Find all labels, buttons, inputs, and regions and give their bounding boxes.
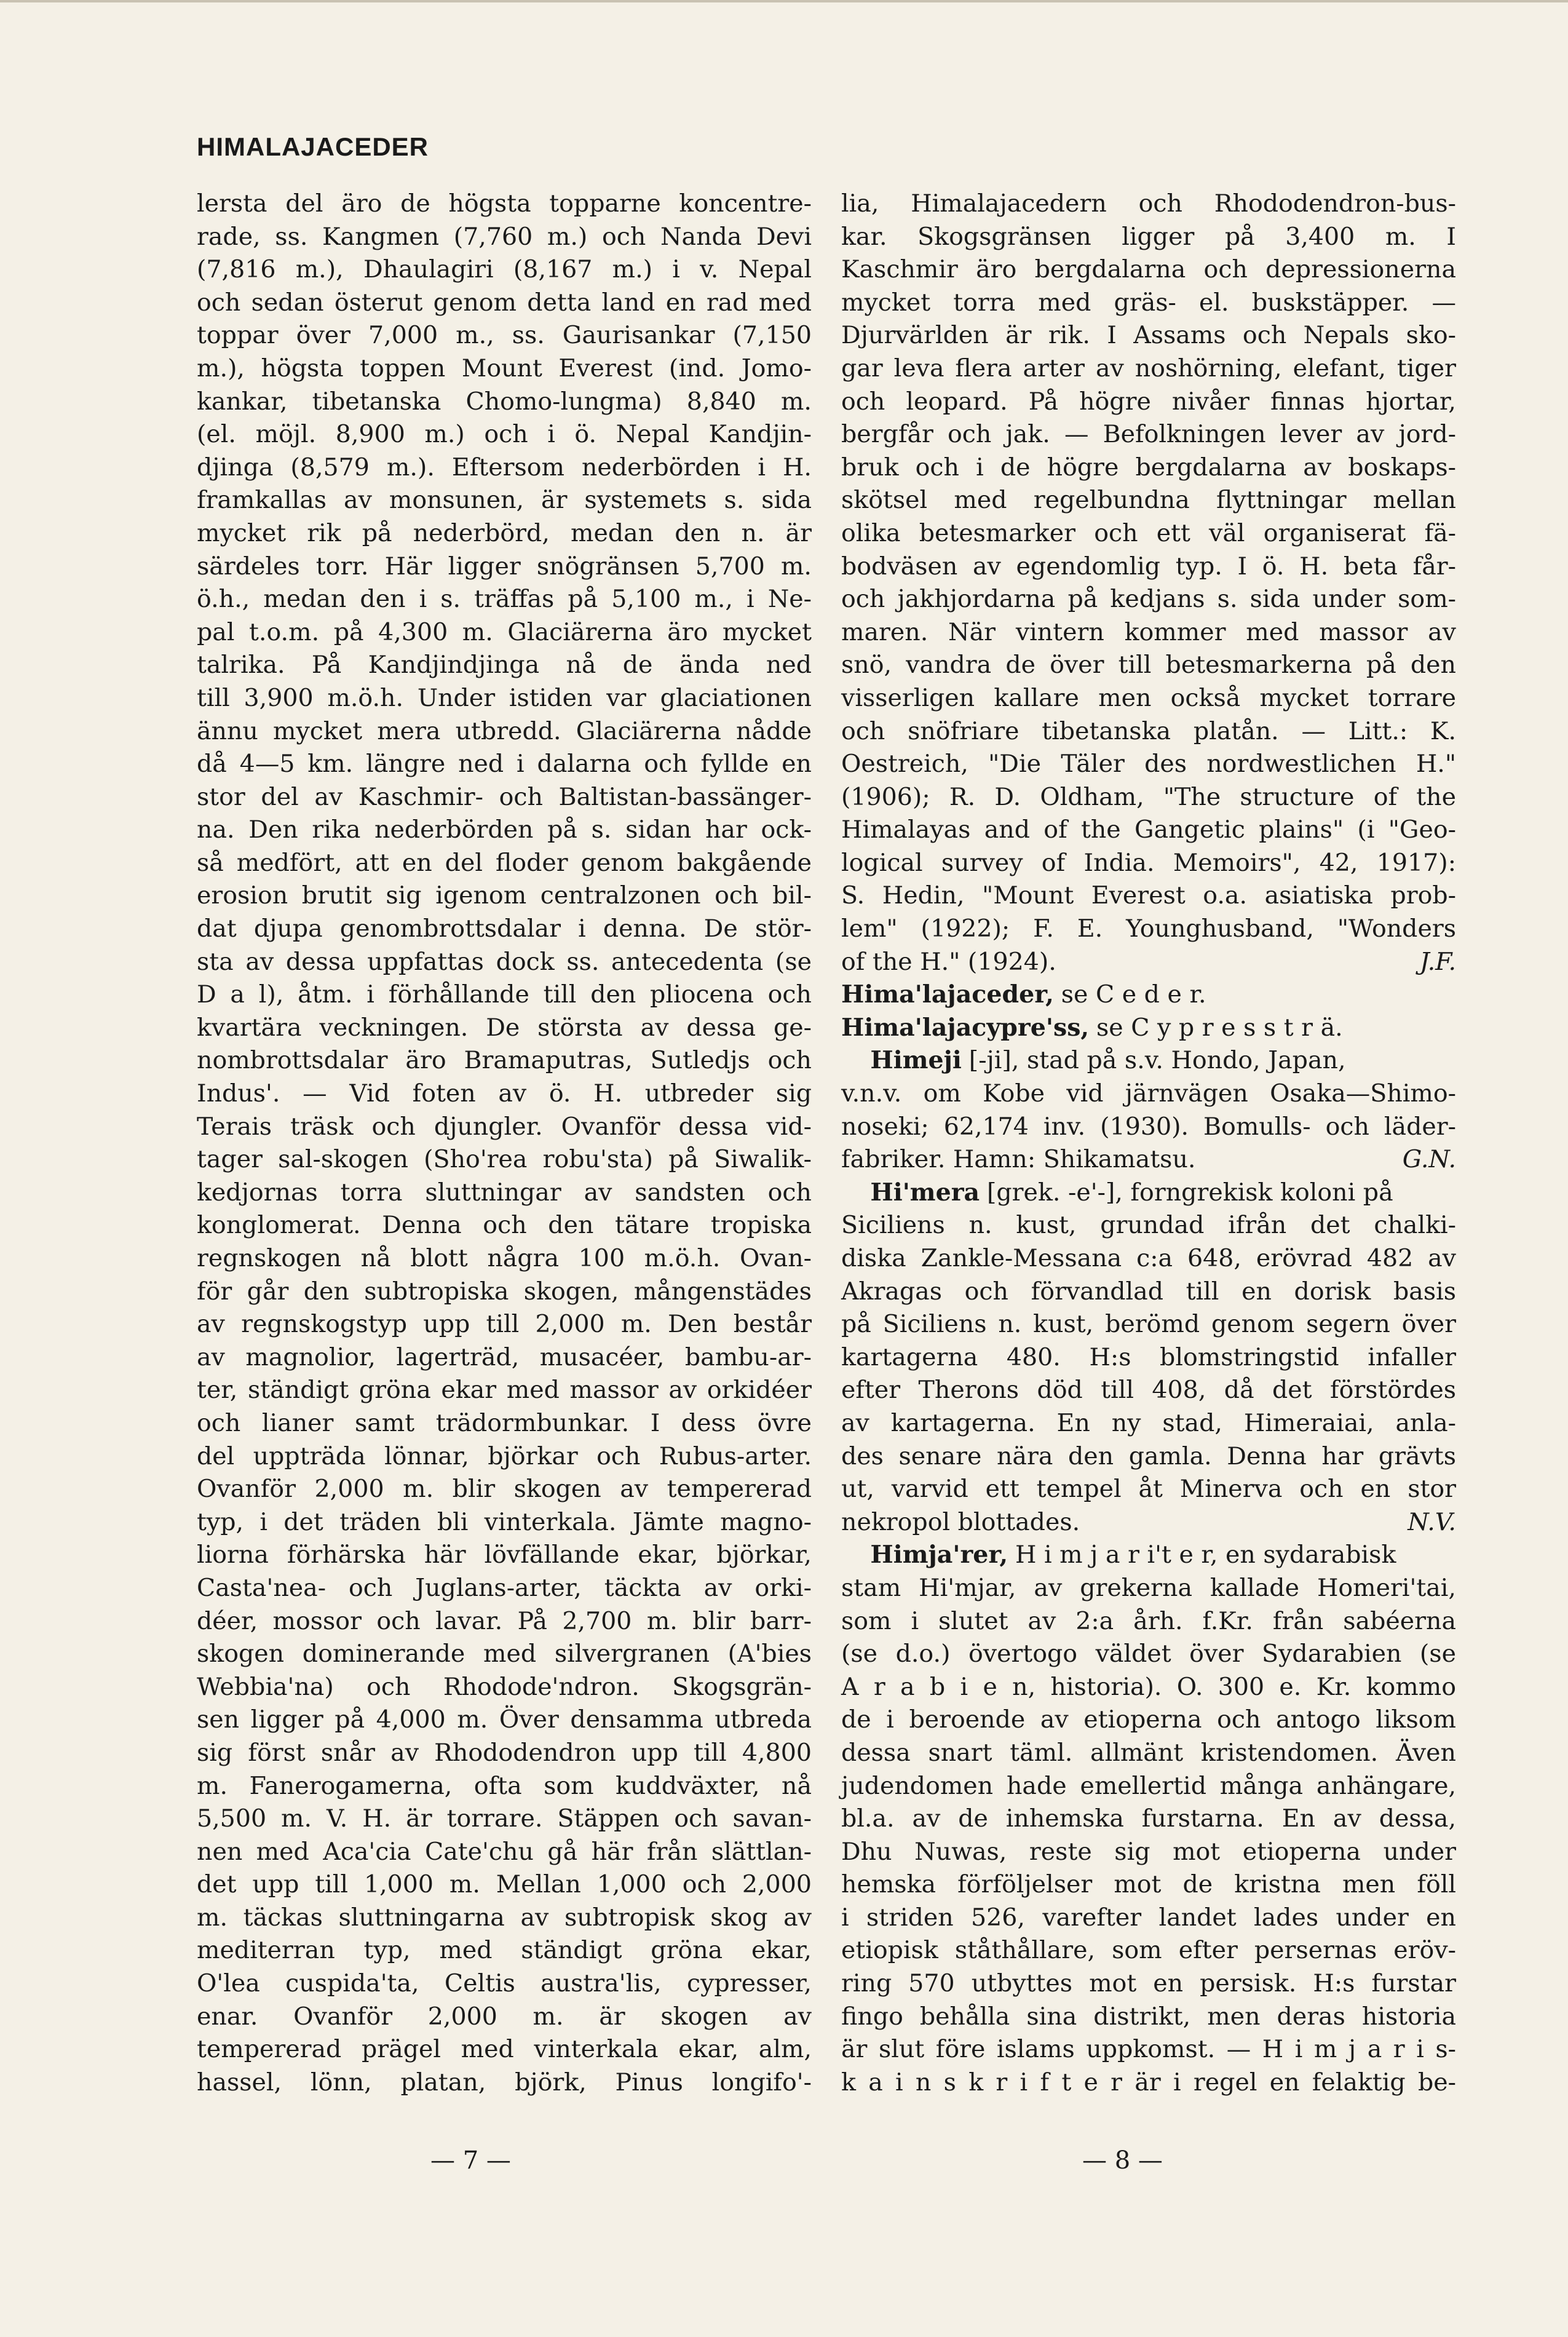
line-text: noseki; 62,174 inv. (1930). Bomulls- och läder- [841,1112,1456,1141]
line-text: kedjornas torra sluttningar av sandsten och [197,1178,812,1207]
text-line [841,847,1456,880]
line-text: etiopisk ståthållare, som efter persernas eröv- [841,1936,1456,1965]
entry-term: Hima'lajaceder, [841,980,1054,1009]
text-line [197,1967,812,2001]
line-text: erosion brutit sig igenom centralzonen och bil- [197,881,812,910]
text-line [841,1143,1456,1176]
line-text: m.), högsta toppen Mount Everest (ind. Jomo- [197,354,812,383]
text-line [197,1506,812,1539]
text-line [197,352,812,386]
line-text: fingo behålla sina distrikt, men deras historia [841,2002,1456,2031]
entry-headword-line [841,1044,1456,1077]
text-line [841,1077,1456,1111]
line-text: det upp till 1,000 m. Mellan 1,000 och 2,000 [197,1870,812,1899]
line-text: sta av dessa uppfattas dock ss. antecedenta (se [197,947,812,976]
line-text: kankar, tibetanska Chomo-lungma) 8,840 m. [197,387,812,416]
text-line [841,1638,1456,1671]
line-text: är slut före islams uppkomst. — H i m j a r i s- [841,2035,1456,2064]
line-text: k a i n s k r i f t e r är i regel en felaktig be- [841,2068,1456,2097]
text-line [841,1506,1456,1539]
line-text: sen ligger på 4,000 m. Över densamma utbreda [197,1705,812,1734]
line-text: del uppträda lönnar, björkar och Rubus-arter. [197,1442,812,1470]
text-line [197,1276,812,1309]
text-line [197,1044,812,1077]
line-text: regnskogen nå blott några 100 m.ö.h. Ovan- [197,1244,812,1272]
text-line [197,715,812,748]
line-text: Dhu Nuwas, reste sig mot etioperna under [841,1837,1456,1866]
line-text: tempererad prägel med vinterkala ekar, alm, [197,2035,812,2064]
line-text: de i beroende av etioperna och antogo liksom [841,1705,1456,1734]
text-line [841,1803,1456,1836]
line-text: hassel, lönn, platan, björk, Pinus longifo'- [197,2068,812,2097]
text-line [197,1012,812,1045]
line-text: framkallas av monsunen, är systemets s. sida [197,486,812,515]
text-line [197,1473,812,1506]
line-text: Indus'. — Vid foten av ö. H. utbreder sig [197,1079,812,1108]
line-text: talrika. På Kandjindjinga nå de ända ned [197,651,812,680]
line-text: m. Fanerogamerna, ofta som kuddväxter, nå [197,1771,812,1800]
text-line [197,484,812,517]
right-column [841,188,1456,2099]
cross-reference: se C y p r e s s t r ä. [1096,1013,1343,1042]
line-text: (se d.o.) övertogo väldet över Sydarabien (se [841,1640,1456,1668]
line-text: av kartagerna. En ny stad, Himeraiai, anla- [841,1408,1456,1437]
text-line [841,188,1456,221]
text-line [197,1868,812,1902]
text-line [841,1934,1456,1967]
line-text: bergfår och jak. — Befolkningen lever av jord- [841,420,1456,449]
text-line [197,1902,812,1935]
text-line [197,1077,812,1111]
line-text: kvartära veckningen. De största av dessa ge- [197,1013,812,1042]
text-line [197,517,812,550]
text-line [841,386,1456,419]
line-text: Djurvärlden är rik. I Assams och Nepals sko- [841,321,1456,350]
line-text: des senare nära den gamla. Denna har grävts [841,1442,1456,1470]
line-text: rade, ss. Kangmen (7,760 m.) och Nanda Devi [197,222,812,251]
text-line [197,978,812,1012]
text-line [841,352,1456,386]
text-line [197,1242,812,1276]
text-line [197,1308,812,1341]
entry-headword-line [841,1176,1456,1210]
text-line [841,1572,1456,1605]
text-line [197,1341,812,1375]
line-text: så medfört, att en del floder genom bakgående [197,848,812,877]
text-line [841,946,1456,979]
line-text: dat djupa genombrottsdalar i denna. De stör- [197,915,812,943]
text-line [841,616,1456,649]
text-line [197,1539,812,1572]
entry-term: Hi'mera [870,1178,980,1207]
text-line [841,1374,1456,1407]
line-text: Oestreich, "Die Täler des nordwestlichen H." [841,750,1456,779]
line-text: ring 570 utbyttes mot en persisk. H:s furstar [841,1969,1456,1998]
text-line [197,221,812,254]
text-line [841,319,1456,352]
text-line [841,649,1456,682]
line-text: särdeles torr. Här ligger snögränsen 5,700 m. [197,552,812,581]
line-text: Siciliens n. kust, grundad ifrån det chalki- [841,1211,1456,1240]
text-line [841,1605,1456,1638]
text-line [197,1440,812,1474]
text-line [197,1803,812,1836]
author-signature: G.N. [1402,1145,1456,1174]
text-line [841,451,1456,485]
text-line [197,1176,812,1210]
text-line [197,1111,812,1144]
text-line [197,1934,812,1967]
line-text: Ovanför 2,000 m. blir skogen av tempererad [197,1475,812,1504]
line-text: lem" (1922); F. E. Younghusband, "Wonders [841,915,1456,943]
text-line [841,913,1456,946]
text-line [841,1671,1456,1704]
text-line [841,1704,1456,1737]
text-line [841,814,1456,847]
line-text: H i m j a r i't e r, en sydarabisk [1015,1541,1396,1569]
text-line [197,1737,812,1770]
text-line [841,1242,1456,1276]
entry-headword-line [841,1539,1456,1572]
line-text: v.n.v. om Kobe vid järnvägen Osaka—Shimo- [841,1079,1456,1108]
line-text: som i slutet av 2:a årh. f.Kr. från sabéerna [841,1606,1456,1635]
line-text: och leopard. På högre nivåer finnas hjortar, [841,387,1456,416]
page-number-left: — 7 — [430,2146,511,2175]
line-text: av magnolior, lagerträd, musacéer, bambu-ar- [197,1343,812,1371]
line-text: för går den subtropiska skogen, mångenstädes [197,1277,812,1306]
line-text: bruk och i de högre bergdalarna av boskaps- [841,453,1456,482]
text-line [841,418,1456,451]
left-column [197,188,812,2099]
line-text: [grek. -e'-], forngrekisk koloni på [986,1178,1393,1207]
line-text: Casta'nea- och Juglans-arter, täckta av orki- [197,1573,812,1602]
line-text: och jakhjordarna på kedjans s. sida under som- [841,585,1456,614]
text-line [197,781,812,814]
line-text: nen med Aca'cia Cate'chu gå här från slättlan- [197,1837,812,1866]
line-text: O'lea cuspida'ta, Celtis austra'lis, cypresser, [197,1969,812,1998]
entry-term: Hima'lajacypre'ss, [841,1013,1090,1042]
text-line [841,1902,1456,1935]
line-text: ter, ständigt gröna ekar med massor av orkidéer [197,1376,812,1405]
line-text: of the H." (1924). [841,947,1056,976]
line-text: och lianer samt trädormbunkar. I dess övre [197,1408,812,1437]
text-line [197,2033,812,2066]
text-line [841,682,1456,715]
text-line [841,879,1456,913]
text-line [841,1407,1456,1440]
line-text: diska Zankle-Messana c:a 648, erövrad 482 av [841,1244,1456,1272]
text-line [197,1638,812,1671]
line-text: efter Therons död till 408, då det förstördes [841,1376,1456,1405]
line-text: typ, i det träden bli vinterkala. Jämte magno- [197,1507,812,1536]
text-line [841,287,1456,320]
line-text: mycket torra med gräs- el. buskstäpper. — [841,288,1456,317]
cross-reference: se C e d e r. [1061,980,1206,1009]
text-line [841,1836,1456,1869]
line-text: 5,500 m. V. H. är torrare. Stäppen och savan- [197,1804,812,1833]
line-text: ö.h., medan den i s. träffas på 5,100 m., i Ne- [197,585,812,614]
line-text: Webbia'na) och Rhodode'ndron. Skogsgrän- [197,1672,812,1701]
text-line [197,879,812,913]
line-text: olika betesmarker och ett väl organiserat fä- [841,518,1456,547]
text-line [197,1836,812,1869]
line-text: Terais träsk och djungler. Ovanför dessa vid- [197,1112,812,1141]
text-line [197,386,812,419]
line-text: m. täckas sluttningarna av subtropisk skog av [197,1903,812,1932]
line-text: [-ji], stad på s.v. Hondo, Japan, [968,1046,1346,1075]
text-line [197,748,812,781]
text-line [197,2066,812,2100]
page-number-right: — 8 — [1082,2146,1163,2175]
entry-term: Himja'rer, [870,1541,1008,1569]
line-text: na. Den rika nederbörden på s. sidan har ock- [197,815,812,844]
line-text: (el. möjl. 8,900 m.) och i ö. Nepal Kandjin- [197,420,812,449]
author-signature: N.V. [1408,1507,1456,1536]
text-line [197,418,812,451]
line-text: A r a b i e n, historia). O. 300 e. Kr. kommo [841,1672,1456,1701]
text-line [197,682,812,715]
text-line [197,1407,812,1440]
line-text: hemska förföljelser mot de kristna men föll [841,1870,1456,1899]
line-text: nekropol blottades. [841,1507,1080,1536]
line-text: sig först snår av Rhododendron upp till 4,800 [197,1738,812,1767]
line-text: och snöfriare tibetanska platån. — Litt.: K. [841,716,1456,745]
entry-term: Himeji [870,1046,962,1075]
line-text: kar. Skogsgränsen ligger på 3,400 m. I [841,222,1456,251]
line-text: djinga (8,579 m.). Eftersom nederbörden i H. [197,453,812,482]
line-text: i striden 526, varefter landet lades under en [841,1903,1456,1932]
line-text: pal t.o.m. på 4,300 m. Glaciärerna äro mycket [197,617,812,646]
text-line [841,1209,1456,1242]
text-line [841,1770,1456,1803]
line-text: Akragas och förvandlad till en dorisk basis [841,1277,1456,1306]
line-text: dessa snart täml. allmänt kristendomen. Även [841,1738,1456,1767]
text-line [841,1308,1456,1341]
text-line [197,1704,812,1737]
text-line [197,1671,812,1704]
text-line [841,715,1456,748]
line-text: Kaschmir äro bergdalarna och depressionerna [841,255,1456,284]
text-line [197,649,812,682]
line-text: ut, varvid ett tempel åt Minerva och en stor [841,1475,1456,1504]
line-text: liorna förhärska här lövfällande ekar, björkar, [197,1541,812,1569]
text-line [841,517,1456,550]
text-line [841,2066,1456,2100]
text-line [841,484,1456,517]
line-text: Himalayas and of the Gangetic plains" (i "Geo- [841,815,1456,844]
line-text: skötsel med regelbundna flyttningar mellan [841,486,1456,515]
line-text: kartagerna 480. H:s blomstringstid infaller [841,1343,1456,1371]
line-text: (7,816 m.), Dhaulagiri (8,167 m.) i v. Nepal [197,255,812,284]
line-text: bodväsen av egendomlig typ. I ö. H. beta får- [841,552,1456,581]
line-text: konglomerat. Denna och den tätare tropiska [197,1211,812,1240]
line-text: mycket rik på nederbörd, medan den n. är [197,518,812,547]
entry-headword-line [841,978,1456,1012]
line-text: på Siciliens n. kust, berömd genom segern över [841,1310,1456,1339]
text-line [197,1374,812,1407]
line-text: av regnskogstyp upp till 2,000 m. Den består [197,1310,812,1339]
author-signature: J.F. [1419,947,1456,976]
text-line [197,253,812,287]
text-line [197,1770,812,1803]
text-line [841,1737,1456,1770]
line-text: toppar över 7,000 m., ss. Gaurisankar (7,150 [197,321,812,350]
line-text: och sedan österut genom detta land en rad med [197,288,812,317]
line-text: gar leva flera arter av noshörning, elefant, tiger [841,354,1456,383]
text-line [841,781,1456,814]
text-line [841,2001,1456,2034]
text-line [197,2001,812,2034]
line-text: visserligen kallare men också mycket torrare [841,683,1456,712]
text-line [197,946,812,979]
text-line [197,188,812,221]
line-text: stor del av Kaschmir- och Baltistan-bassänger- [197,782,812,811]
text-line [197,616,812,649]
text-line [841,253,1456,287]
text-line [197,451,812,485]
line-text: judendomen hade emellertid många anhängare, [841,1771,1456,1800]
line-text: då 4—5 km. längre ned i dalarna och fyllde en [197,750,812,779]
text-line [197,1605,812,1638]
line-text: S. Hedin, "Mount Everest o.a. asiatiska prob- [841,881,1456,910]
text-line [841,1276,1456,1309]
line-text: till 3,900 m.ö.h. Under istiden var glaciationen [197,683,812,712]
text-line [841,1473,1456,1506]
line-text: ännu mycket mera utbredd. Glaciärerna nådde [197,716,812,745]
text-line [197,583,812,616]
text-line [841,221,1456,254]
text-line [197,550,812,584]
line-text: nombrottsdalar äro Bramaputras, Sutledjs och [197,1046,812,1075]
text-line [197,913,812,946]
line-text: D a l), åtm. i förhållande till den pliocena och [197,980,812,1009]
text-line [197,814,812,847]
line-text: bl.a. av de inhemska furstarna. En av dessa, [841,1804,1456,1833]
line-text: (1906); R. D. Oldham, "The structure of the [841,782,1456,811]
line-text: skogen dominerande med silvergranen (A'bies [197,1640,812,1668]
text-line [841,583,1456,616]
text-line [197,319,812,352]
line-text: tager sal-skogen (Sho'rea robu'sta) på Siwalik- [197,1145,812,1174]
text-line [841,1868,1456,1902]
text-line [841,1967,1456,2001]
text-line [197,847,812,880]
line-text: logical survey of India. Memoirs", 42, 1917): [841,848,1456,877]
text-line [197,287,812,320]
text-line [841,1440,1456,1474]
line-text: lia, Himalajacedern och Rhododendron-bus- [841,189,1456,218]
text-line [841,1341,1456,1375]
line-text: lersta del äro de högsta topparne koncentre- [197,189,812,218]
line-text: stam Hi'mjar, av grekerna kallade Homeri'tai, [841,1573,1456,1602]
text-line [197,1209,812,1242]
line-text: déer, mossor och lavar. På 2,700 m. blir barr- [197,1606,812,1635]
line-text: snö, vandra de över till betesmarkerna på den [841,651,1456,680]
line-text: enar. Ovanför 2,000 m. är skogen av [197,2002,812,2031]
text-line [841,748,1456,781]
text-line [841,2033,1456,2066]
line-text: maren. När vintern kommer med massor av [841,617,1456,646]
text-line [197,1572,812,1605]
text-line [197,1143,812,1176]
line-text: fabriker. Hamn: Shikamatsu. [841,1145,1196,1174]
text-line [841,550,1456,584]
entry-headword-line [841,1012,1456,1045]
line-text: mediterran typ, med ständigt gröna ekar, [197,1936,812,1965]
text-line [841,1111,1456,1144]
running-header: HIMALAJACEDER [197,132,429,161]
